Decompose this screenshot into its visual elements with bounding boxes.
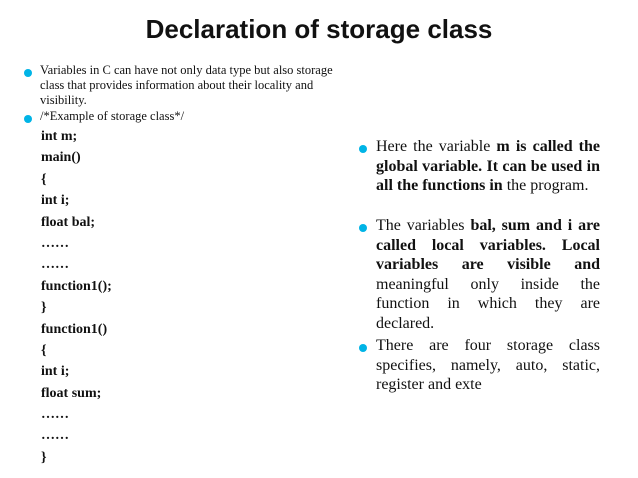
right-bullet-1 (376, 137, 600, 196)
right-bullet-2 (376, 216, 600, 333)
left-bullet-1: Variables in C can have not only data type but also storage class that provides information about their locality and visibility. (40, 63, 333, 107)
code-line: …… (41, 407, 69, 423)
code-line: …… (41, 257, 69, 273)
code-line: function1() (41, 321, 108, 337)
code-line: } (41, 300, 47, 316)
code-line: int i; (41, 193, 70, 209)
right-bullet-3 (376, 336, 600, 395)
slide-title: Declaration of storage class (145, 14, 493, 44)
bullet-icon (359, 344, 367, 352)
code-line: function1(); (41, 278, 112, 294)
text-run-bold: m is called the global variable. It can be used in all the functions in (376, 138, 600, 194)
code-line: main() (41, 150, 81, 166)
code-line: …… (41, 235, 69, 251)
code-line: …… (41, 428, 69, 444)
text-run-bold: bal, sum and i are called local variables. Local variables are visible and (376, 217, 601, 273)
bullet-icon (24, 69, 32, 77)
code-line: int i; (41, 364, 70, 380)
text-run: The variables (376, 217, 471, 234)
code-block (41, 126, 112, 468)
text-run: There are four storage class specifies, namely, auto, static, register and exte (376, 337, 600, 393)
text-run: Here the variable (376, 138, 497, 155)
text-run: meaningful only inside the function in which they are declared. (376, 275, 600, 332)
code-line: { (41, 171, 47, 187)
code-line: int m; (41, 129, 78, 144)
bullet-icon (359, 224, 367, 232)
bullet-icon (24, 115, 32, 123)
code-line: float sum; (41, 385, 102, 401)
code-line: { (41, 342, 47, 358)
code-line: float bal; (41, 214, 96, 230)
bullet-icon (359, 145, 367, 153)
left-bullet-2: /*Example of storage class*/ (40, 109, 185, 123)
text-run: the program. (502, 177, 589, 194)
code-line: } (41, 449, 47, 465)
